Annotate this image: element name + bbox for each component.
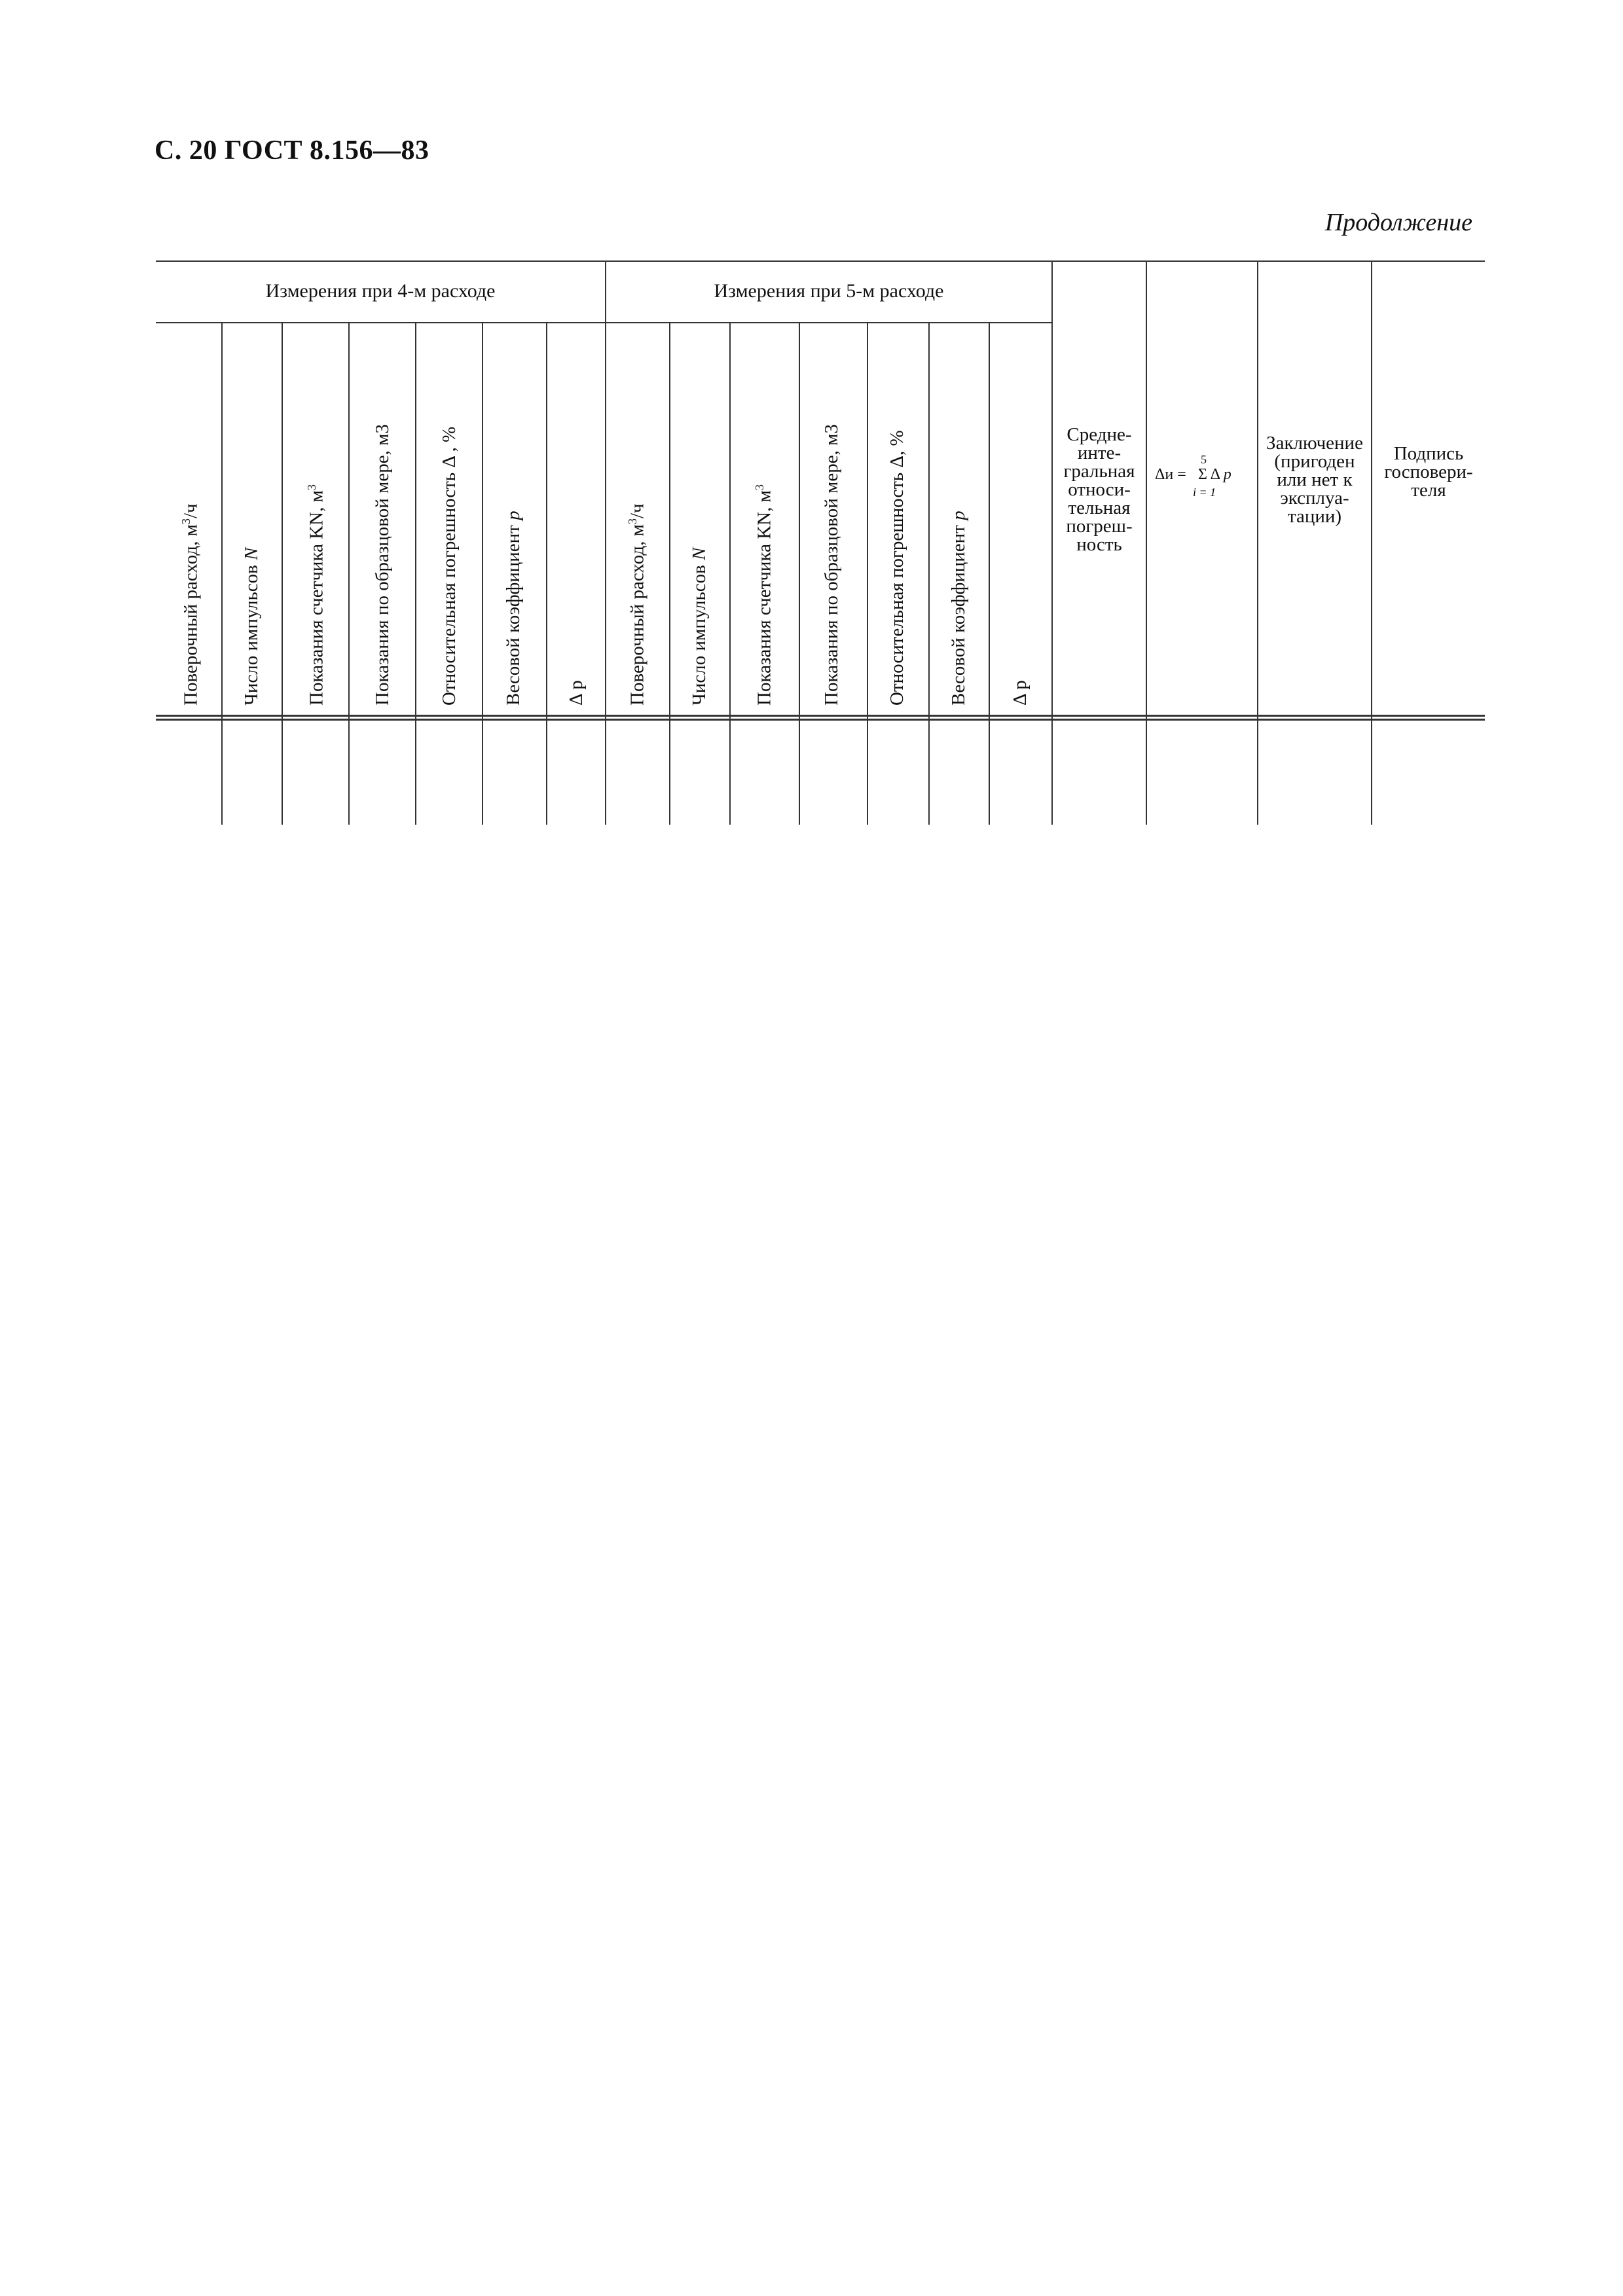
col-header-flow: Поверочный расход, $м^3/ч$ <box>626 503 648 706</box>
col-header-error: Относительная погрешность Δ, % <box>886 430 907 706</box>
col-header-formula: 5 Δи = Σ Δ p i = 1 <box>1155 453 1231 499</box>
col-divider <box>1257 260 1258 825</box>
col-header-counter: Показания счетчика KN, $м^3$ <box>305 484 327 706</box>
col-header-delta-p: Δ p <box>1010 680 1030 706</box>
group-header-rule <box>156 322 1051 323</box>
col-header-signature: Подпись госповери- теля <box>1384 443 1473 501</box>
col-divider <box>348 322 350 825</box>
col-divider <box>1146 260 1147 825</box>
col-divider <box>415 322 416 825</box>
col-divider <box>669 322 670 825</box>
col-header-weight: Весовой коэффициент p <box>948 511 969 706</box>
verification-table <box>156 260 1485 825</box>
col-divider <box>282 322 283 825</box>
col-header-counter: Показания счетчика KN, $м^3$ <box>753 484 775 706</box>
col-header-reference: Показания по образцовой мере, м3 <box>372 423 393 706</box>
col-divider <box>867 322 868 825</box>
col-header-delta-p: Δ p <box>566 680 587 706</box>
col-header-reference: Показания по образцовой мере, м3 <box>821 423 842 706</box>
col-divider <box>989 322 990 825</box>
col-header-pulses: Число импульсов N <box>241 547 262 706</box>
col-divider <box>546 322 547 825</box>
page-header: С. 20 ГОСТ 8.156—83 <box>155 135 429 166</box>
continuation-label: Продолжение <box>1324 209 1472 236</box>
col-header-weight: Весовой коэффициент p <box>503 511 524 706</box>
col-divider <box>1371 260 1372 825</box>
col-divider <box>799 322 800 825</box>
group-header-5th-flow: Измерения при 5-м расходе <box>714 280 944 302</box>
group-header-4th-flow: Измерения при 4-м расходе <box>265 280 496 302</box>
col-divider <box>729 322 731 825</box>
col-header-conclusion: Заключение (пригоден или нет к эксплуа- тации) <box>1266 433 1363 527</box>
col-divider <box>221 322 223 825</box>
col-header-pulses: Число импульсов N <box>689 547 710 706</box>
col-divider <box>928 322 930 825</box>
col-header-error: Относительная погрешность Δ , % <box>439 426 460 706</box>
col-header-flow: Поверочный расход, $м^3/ч$ <box>179 503 202 706</box>
col-divider <box>482 322 483 825</box>
header-bottom-rule-2 <box>156 719 1485 721</box>
col-divider <box>605 260 606 825</box>
header-bottom-rule <box>156 715 1485 717</box>
col-header-integral-error: Средне- инте- гральная относи- тельная погреш- ность <box>1063 424 1135 555</box>
